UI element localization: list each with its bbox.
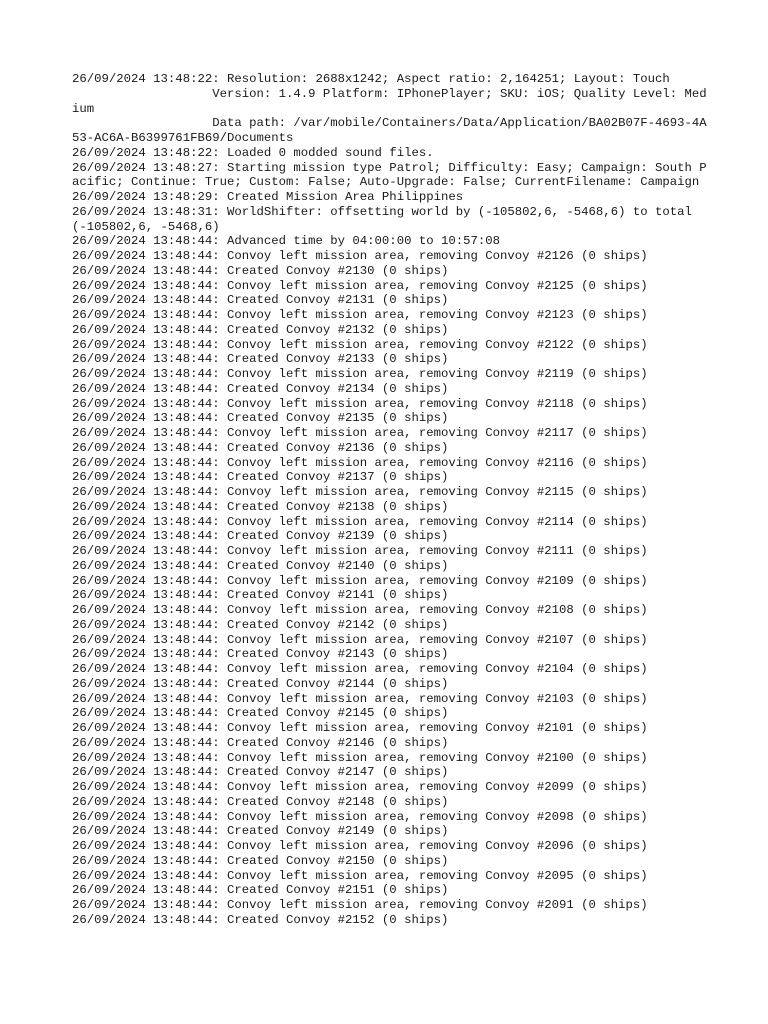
log-line: 26/09/2024 13:48:44: Created Convoy #2152 (0 ships) xyxy=(72,912,449,927)
log-line: 26/09/2024 13:48:44: Created Convoy #2151 (0 ships) xyxy=(72,883,449,898)
log-line: 26/09/2024 13:48:44: Created Convoy #2133 (0 ships) xyxy=(72,352,449,367)
log-line: 26/09/2024 13:48:44: Convoy left mission area, removing Convoy #2100 (0 ships) xyxy=(72,750,648,765)
log-line: 26/09/2024 13:48:44: Convoy left mission area, removing Convoy #2098 (0 ships) xyxy=(72,809,648,824)
log-document xyxy=(72,72,712,928)
log-line: 26/09/2024 13:48:44: Convoy left mission area, removing Convoy #2114 (0 ships) xyxy=(72,514,648,529)
log-line: 26/09/2024 13:48:44: Created Convoy #2139 (0 ships) xyxy=(72,529,449,544)
log-line: 26/09/2024 13:48:44: Convoy left mission area, removing Convoy #2107 (0 ships) xyxy=(72,632,648,647)
log-line: 26/09/2024 13:48:31: WorldShifter: offsetting world by (-105802,6, -5468,6) to total (-105802,6, -5468,6) xyxy=(72,204,700,234)
log-line: 26/09/2024 13:48:44: Created Convoy #2144 (0 ships) xyxy=(72,676,449,691)
log-line: 26/09/2024 13:48:44: Convoy left mission area, removing Convoy #2125 (0 ships) xyxy=(72,278,648,293)
log-line: 26/09/2024 13:48:44: Created Convoy #2147 (0 ships) xyxy=(72,765,449,780)
log-line: 26/09/2024 13:48:44: Convoy left mission area, removing Convoy #2123 (0 ships) xyxy=(72,308,648,322)
log-line: 26/09/2024 13:48:44: Created Convoy #2134 (0 ships) xyxy=(72,381,449,396)
log-line: 26/09/2024 13:48:22: Resolution: 2688x1242; Aspect ratio: 2,164251; Layout: Touch xyxy=(72,72,670,86)
log-line: 26/09/2024 13:48:44: Created Convoy #2146 (0 ships) xyxy=(72,735,449,750)
log-line: 26/09/2024 13:48:29: Created Mission Area Philippines xyxy=(72,190,464,204)
log-line: 26/09/2024 13:48:44: Created Convoy #2149 (0 ships) xyxy=(72,824,449,839)
log-line: Data path: /var/mobile/Containers/Data/Application/BA02B07F-4693-4A53-AC6A-B6399761FB69/Documents xyxy=(72,116,707,145)
log-line: 26/09/2024 13:48:44: Convoy left mission area, removing Convoy #2116 (0 ships) xyxy=(72,455,648,470)
log-line: 26/09/2024 13:48:27: Starting mission type Patrol; Difficulty: Easy; Campaign: South Pacific; Continue: True; Custom: False; Auto-Upgrade: False; CurrentFilename: Campaign xyxy=(72,160,707,190)
log-line: 26/09/2024 13:48:44: Convoy left mission area, removing Convoy #2108 (0 ships) xyxy=(72,603,648,617)
log-line: 26/09/2024 13:48:44: Created Convoy #2143 (0 ships) xyxy=(72,647,449,662)
log-line: 26/09/2024 13:48:44: Convoy left mission area, removing Convoy #2104 (0 ships) xyxy=(72,662,648,676)
log-line: 26/09/2024 13:48:44: Created Convoy #2138 (0 ships) xyxy=(72,499,449,514)
log-line: 26/09/2024 13:48:44: Created Convoy #2150 (0 ships) xyxy=(72,853,449,868)
log-line: 26/09/2024 13:48:44: Convoy left mission area, removing Convoy #2126 (0 ships) xyxy=(72,249,648,263)
log-line: 26/09/2024 13:48:44: Convoy left mission area, removing Convoy #2091 (0 ships) xyxy=(72,898,648,912)
log-line: 26/09/2024 13:48:44: Created Convoy #2135 (0 ships) xyxy=(72,411,449,426)
log-line: 26/09/2024 13:48:44: Convoy left mission area, removing Convoy #2115 (0 ships) xyxy=(72,485,648,499)
log-line: 26/09/2024 13:48:44: Convoy left mission area, removing Convoy #2101 (0 ships) xyxy=(72,721,648,735)
log-line: 26/09/2024 13:48:44: Advanced time by 04:00:00 to 10:57:08 xyxy=(72,234,501,249)
log-line: 26/09/2024 13:48:44: Convoy left mission area, removing Convoy #2103 (0 ships) xyxy=(72,691,648,706)
log-line: 26/09/2024 13:48:44: Created Convoy #2131 (0 ships) xyxy=(72,293,449,308)
log-line: 26/09/2024 13:48:44: Created Convoy #2136 (0 ships) xyxy=(72,440,449,455)
log-line: 26/09/2024 13:48:44: Convoy left mission area, removing Convoy #2109 (0 ships) xyxy=(72,573,648,588)
log-line: 26/09/2024 13:48:44: Convoy left mission area, removing Convoy #2122 (0 ships) xyxy=(72,337,648,352)
log-line: Version: 1.4.9 Platform: IPhonePlayer; SKU: iOS; Quality Level: Medium xyxy=(72,86,707,116)
log-line: 26/09/2024 13:48:44: Convoy left mission area, removing Convoy #2111 (0 ships) xyxy=(72,544,648,558)
log-line: 26/09/2024 13:48:44: Convoy left mission area, removing Convoy #2118 (0 ships) xyxy=(72,396,648,411)
log-line: 26/09/2024 13:48:44: Convoy left mission area, removing Convoy #2117 (0 ships) xyxy=(72,426,648,440)
log-line: 26/09/2024 13:48:44: Created Convoy #2130 (0 ships) xyxy=(72,263,449,278)
log-line: 26/09/2024 13:48:44: Created Convoy #2145 (0 ships) xyxy=(72,706,449,721)
log-line: 26/09/2024 13:48:44: Convoy left mission area, removing Convoy #2119 (0 ships) xyxy=(72,367,648,381)
log-line: 26/09/2024 13:48:44: Created Convoy #2132 (0 ships) xyxy=(72,322,449,337)
log-line: 26/09/2024 13:48:44: Created Convoy #2140 (0 ships) xyxy=(72,558,449,573)
log-line: 26/09/2024 13:48:44: Created Convoy #2148 (0 ships) xyxy=(72,794,449,809)
log-line: 26/09/2024 13:48:44: Created Convoy #2142 (0 ships) xyxy=(72,617,449,632)
log-line: 26/09/2024 13:48:44: Convoy left mission area, removing Convoy #2099 (0 ships) xyxy=(72,780,648,794)
log-line: 26/09/2024 13:48:44: Convoy left mission area, removing Convoy #2095 (0 ships) xyxy=(72,868,648,883)
log-line: 26/09/2024 13:48:22: Loaded 0 modded sound files. xyxy=(72,145,434,160)
log-line: 26/09/2024 13:48:44: Created Convoy #2141 (0 ships) xyxy=(72,588,449,603)
log-body xyxy=(72,72,712,928)
log-line: 26/09/2024 13:48:44: Created Convoy #2137 (0 ships) xyxy=(72,470,449,485)
log-line: 26/09/2024 13:48:44: Convoy left mission area, removing Convoy #2096 (0 ships) xyxy=(72,839,648,853)
